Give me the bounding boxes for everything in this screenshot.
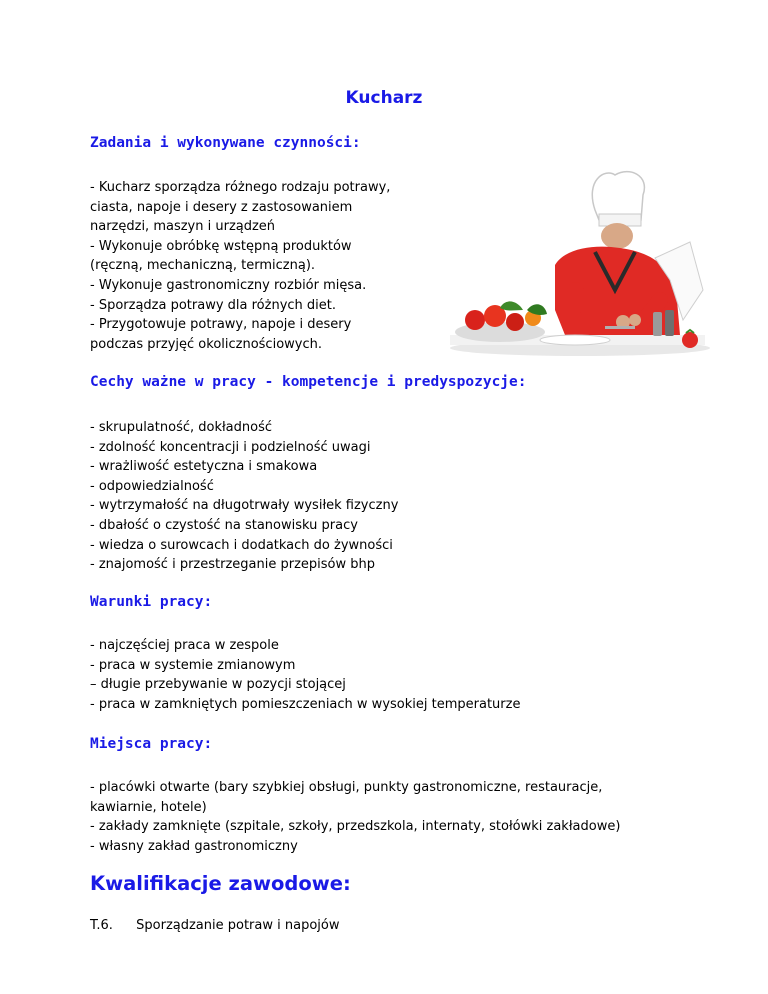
list-item: - zakłady zamknięte (szpitale, szkoły, przedszkola, internaty, stołówki zakładowe) <box>90 819 621 835</box>
list-item: - Sporządza potrawy dla różnych diet. <box>90 297 337 313</box>
list-item: - placówki otwarte (bary szybkiej obsługi, punkty gastronomiczne, restauracje, <box>90 780 603 795</box>
list-item: – długie przebywanie w pozycji stojącej <box>90 677 346 693</box>
list-item: - wrażliwość estetyczna i smakowa <box>90 459 318 475</box>
traits-list <box>90 418 398 575</box>
list-item: - odpowiedzialność <box>90 478 214 494</box>
list-item: - Kucharz sporządza różnego rodzaju potrawy, <box>90 180 391 195</box>
list-item: - Wykonuje obróbkę wstępną produktów <box>90 238 352 254</box>
list-item: ciasta, napoje i desery z zastosowaniem <box>90 199 353 215</box>
section-heading-traits: Cechy ważne w pracy - kompetencje i predyspozycje: <box>90 374 527 390</box>
list-item: - praca w zamkniętych pomieszczeniach w wysokiej temperaturze <box>90 696 521 712</box>
list-item: - Przygotowuje potrawy, napoje i desery <box>90 317 352 333</box>
list-item: - skrupulatność, dokładność <box>90 420 273 435</box>
chef-photo-icon <box>445 170 710 357</box>
qualification-name: Sporządzanie potraw i napojów <box>136 918 340 933</box>
list-item: - praca w systemie zmianowym <box>90 657 296 673</box>
section-heading-conditions: Warunki pracy: <box>90 594 213 610</box>
qualification-item <box>90 918 340 933</box>
section-heading-workplaces: Miejsca pracy: <box>90 736 213 752</box>
conditions-list <box>90 636 520 714</box>
list-item: - najczęściej praca w zespole <box>90 638 279 653</box>
tasks-list <box>90 178 390 354</box>
list-item: podczas przyjęć okolicznościowych. <box>90 336 322 352</box>
workplaces-list <box>90 778 620 856</box>
list-item: kawiarnie, hotele) <box>90 799 207 815</box>
list-item: - znajomość i przestrzeganie przepisów bhp <box>90 557 376 573</box>
list-item: narzędzi, maszyn i urządzeń <box>90 219 276 235</box>
list-item: - wiedza o surowcach i dodatkach do żywności <box>90 537 393 553</box>
list-item: - Wykonuje gastronomiczny rozbiór mięsa. <box>90 277 367 293</box>
list-item: - własny zakład gastronomiczny <box>90 838 298 854</box>
section-heading-qualifications: Kwalifikacje zawodowe: <box>90 872 351 895</box>
list-item: - zdolność koncentracji i podzielność uwagi <box>90 439 371 455</box>
list-item: - dbałość o czystość na stanowisku pracy <box>90 517 358 533</box>
list-item: - wytrzymałość na długotrwały wysiłek fizyczny <box>90 498 399 514</box>
page-title: Kucharz <box>345 88 423 108</box>
qualification-code: T.6. <box>90 918 113 933</box>
section-heading-tasks: Zadania i wykonywane czynności: <box>90 135 361 151</box>
list-item: (ręczną, mechaniczną, termiczną). <box>90 258 316 274</box>
